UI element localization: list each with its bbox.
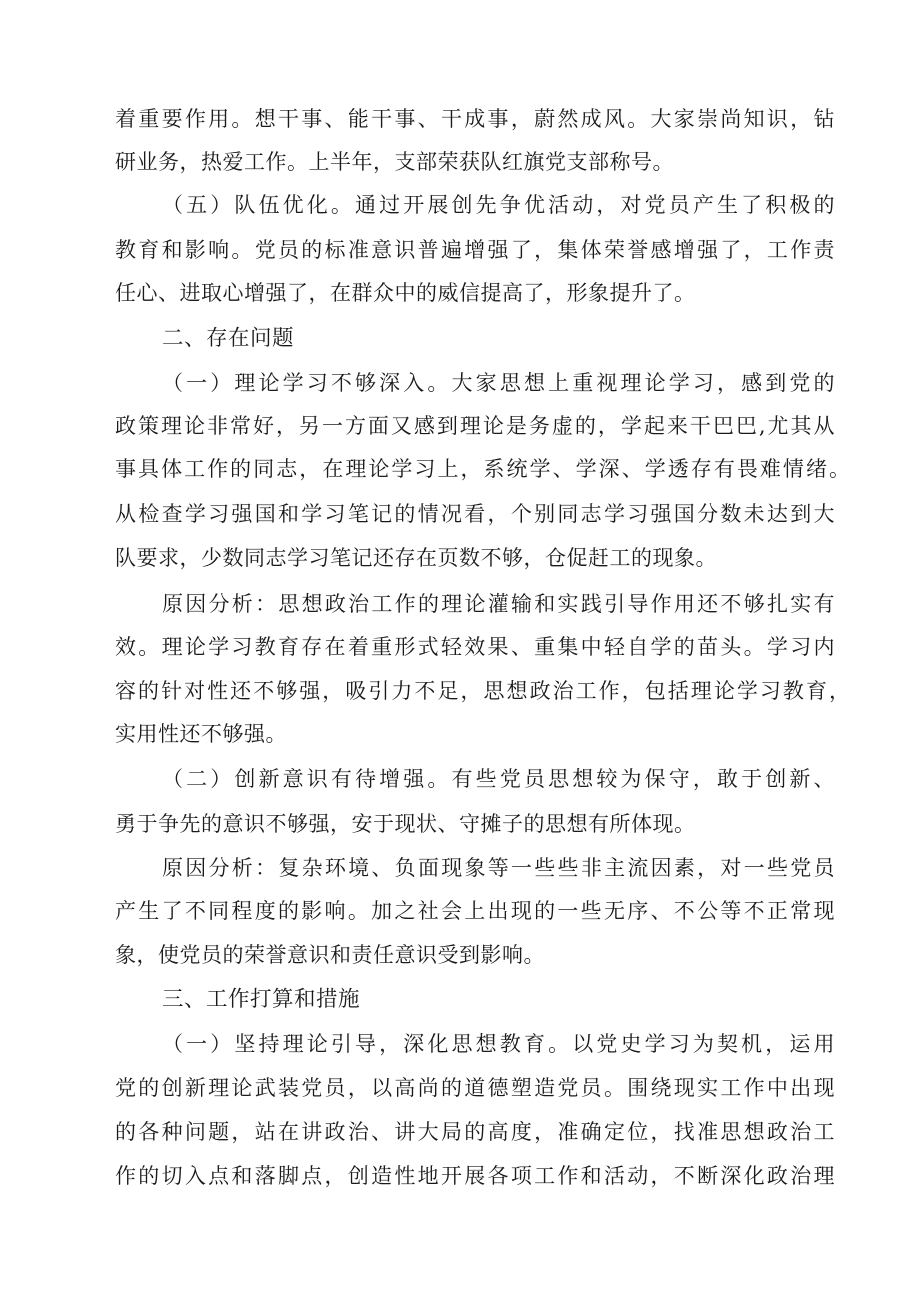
text-line: 教育和影响。党员的标准意识普遍增强了，集体荣誉感增强了，工作责 xyxy=(115,238,835,262)
text-line: 队要求，少数同志学习笔记还存在页数不够，仓促赶工的现象。 xyxy=(115,546,717,570)
section-heading: 二、存在问题 xyxy=(162,326,295,351)
text-line: 容的针对性还不够强，吸引力不足，思想政治工作，包括理论学习教育， xyxy=(115,679,850,703)
text-line: 研业务，热爱工作。上半年，支部荣获队红旗党支部称号。 xyxy=(115,150,674,174)
text-line: 着重要作用。想干事、能干事、干成事，蔚然成风。大家崇尚知识，钻 xyxy=(115,107,835,131)
text-line: 作的切入点和落脚点，创造性地开展各项工作和活动，不断深化政治理 xyxy=(115,1164,835,1188)
paragraph-start: 原因分析：思想政治工作的理论灌输和实践引导作用还不够扎实有 xyxy=(162,592,835,616)
paragraph-start: （一）坚持理论引导，深化思想教育。以党史学习为契机，运用 xyxy=(162,1032,835,1056)
text-line: 象，使党员的荣誉意识和责任意识受到影响。 xyxy=(115,943,545,967)
text-line: 政策理论非常好，另一方面又感到理论是务虚的，学起来干巴巴,尤其从 xyxy=(115,414,835,438)
paragraph-start: （二）创新意识有待增强。有些党员思想较为保守，敢于创新、 xyxy=(162,767,835,791)
paragraph-start: 原因分析：复杂环境、负面现象等一些些非主流因素，对一些党员 xyxy=(162,856,835,880)
text-line: 勇于争先的意识不够强，安于现状、守摊子的思想有所体现。 xyxy=(115,812,696,836)
paragraph-start: （一）理论学习不够深入。大家思想上重视理论学习，感到党的 xyxy=(162,371,835,395)
text-line: 任心、进取心增强了，在群众中的威信提高了，形象提升了。 xyxy=(115,281,696,305)
text-line: 从检查学习强国和学习笔记的情况看，个别同志学习强国分数未达到大 xyxy=(115,502,835,526)
text-line: 的各种问题，站在讲政治、讲大局的高度，准确定位，找准思想政治工 xyxy=(115,1120,835,1144)
text-line: 党的创新理论武装党员，以高尚的道德塑造党员。围绕现实工作中出现 xyxy=(115,1076,835,1100)
text-line: 产生了不同程度的影响。加之社会上出现的一些无序、不公等不正常现 xyxy=(115,899,835,923)
section-heading: 三、工作打算和措施 xyxy=(162,987,361,1012)
text-line: 实用性还不够强。 xyxy=(115,722,287,746)
text-line: 效。理论学习教育存在着重形式轻效果、重集中轻自学的苗头。学习内 xyxy=(115,635,835,659)
paragraph-start: （五）队伍优化。通过开展创先争优活动，对党员产生了积极的 xyxy=(162,193,835,217)
text-line: 事具体工作的同志，在理论学习上，系统学、学深、学透存有畏难情绪。 xyxy=(115,457,850,481)
